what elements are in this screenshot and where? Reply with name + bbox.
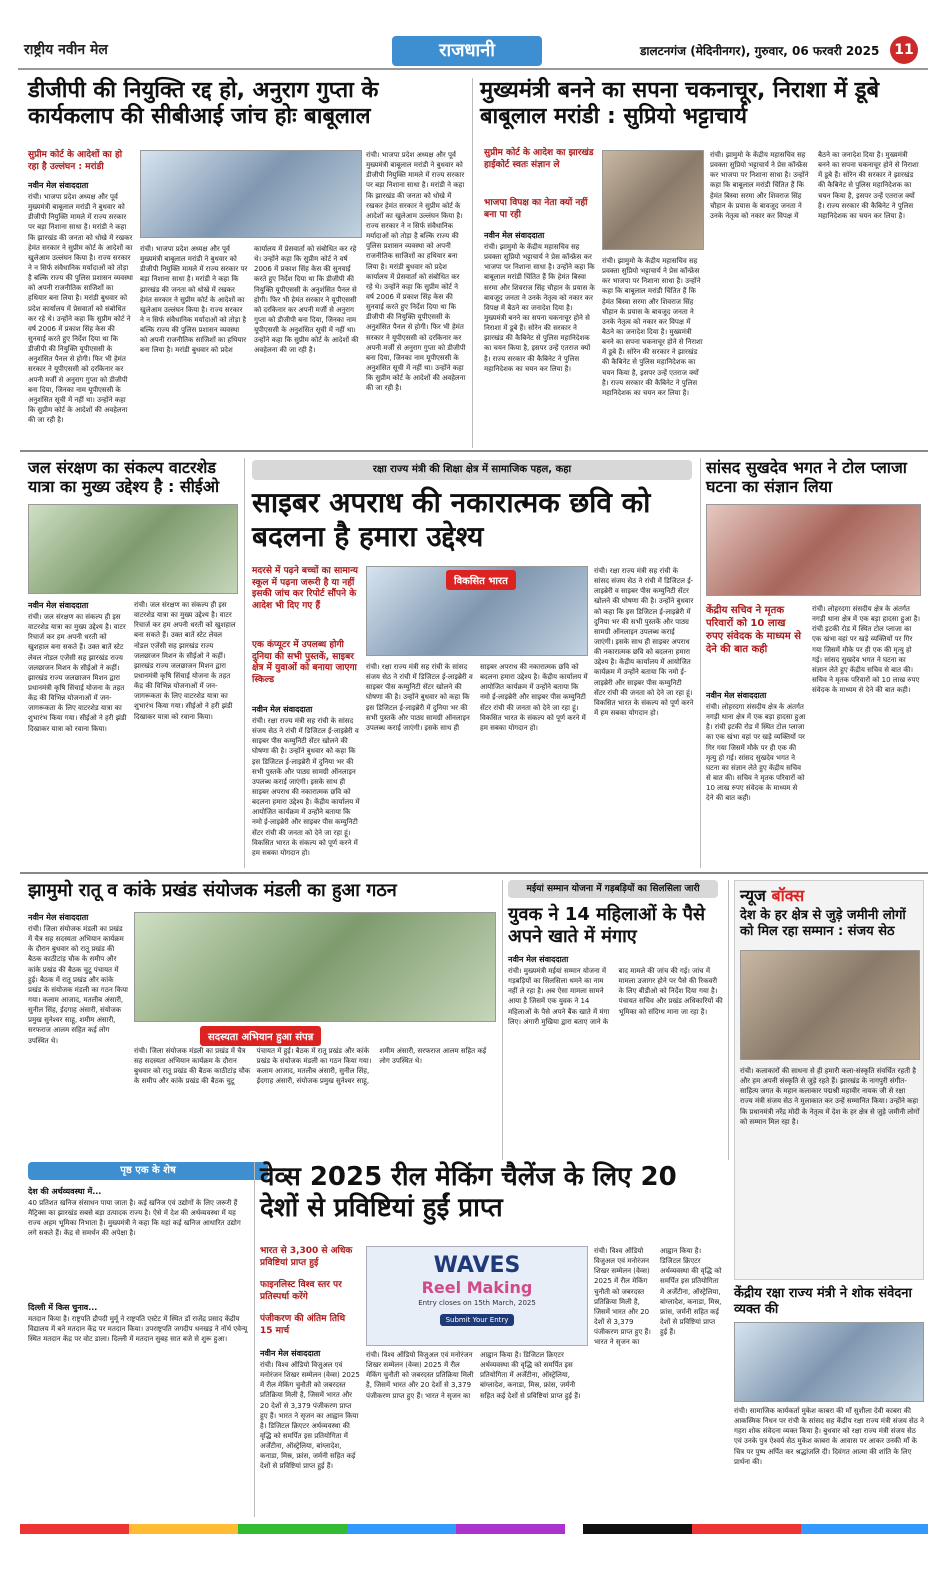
story10-bullet-2: फाइनलिस्ट विश्व स्तर पर प्रतिस्पर्धा करेंगे (260, 1280, 342, 1302)
story6-photo (134, 912, 496, 1022)
story10-byline: नवीन मेल संवाददाता (260, 1349, 321, 1358)
story4-sub1: मदरसे में पढ़ने बच्चों का सामान्य स्कूल में पढ़ना जरूरी है या नहीं इसकी जांच कर रिपोर्ट सौंपने के आदेश भी दिए गए हैं (252, 566, 358, 612)
story2-byline: नवीन मेल संवाददाता (484, 231, 545, 240)
waves-poster-sub: Reel Making (421, 1278, 533, 1297)
story4-kicker: रक्षा राज्य मंत्री की शिक्षा क्षेत्र में सामाजिक पहल, कहा (252, 460, 692, 480)
story3-body: रांची। जल संरक्षण का संकल्प ही इस वाटरशेड यात्रा का मुख्य उद्देश्य है। वाटर रिचार्ज कर हम अपनी धरती को खुशहाल बना सकते हैं। उक्त बातें स्टेट लेवल नोडल एजेंसी सह झारखंड राज्य जलछाजन मिशन के सीईओ ने कहीं। झारखंड राज्य जलछाजन मिशन द्वारा प्रधानमंत्री कृषि सिंचाई योजना के तहत केंद्र की विभिन्न योजनाओं में जन-जागरूकता के लिए वाटरशेड यात्रा का शुभारंभ किया गया। सीईओ ने हरी झंडी दिखाकर यात्रा को रवाना किया। (28, 613, 127, 733)
story4-byline: नवीन मेल संवाददाता (252, 705, 313, 714)
news-box-headline: देश के हर क्षेत्र से जुड़े जमीनी लोगों को मिल रहा सम्मान : संजय सेठ (740, 908, 906, 939)
story3-photo (28, 504, 238, 594)
story9-title1: देश की अर्थव्यवस्था में... (28, 1187, 102, 1196)
story10-bullet-1: भारत से 3,300 से अधिक प्रविष्टियां प्राप्त हुई (260, 1246, 353, 1268)
story2-headline: मुख्यमंत्री बनने का सपना चकनाचूर, निराशा में डूबे बाबूलाल मरांडी : सुप्रियो भट्टाचार्य (480, 78, 880, 130)
story4-headline: साइबर अपराध की नकारात्मक छवि को बदलना है हमारा उद्देश्य (252, 486, 651, 553)
story3-headline: जल संरक्षण का संकल्प वाटरशेड यात्रा का मुख्य उद्देश्य है : सीईओ (28, 458, 220, 497)
story6-headline: झामुमो रातू व कांके प्रखंड संयोजक मंडली का हुआ गठन (28, 880, 397, 901)
page-number: 11 (890, 36, 918, 64)
story7-headline: युवक ने 14 महिलाओं के पैसे अपने खाते में मंगाए (508, 904, 706, 947)
story5-body: रांची। लोहरदगा संसदीय क्षेत्र के अंतर्गत नगड़ी थाना क्षेत्र में एक बड़ा हादसा हुआ है। रांची इटकी रोड में स्थित टोल प्लाजा का एक खंभा वहां पर खड़े व्यक्तियों पर गिर गया जिसमें मौके पर ही एक की मृत्यु हो गई। सांसद सुखदेव भगत ने घटना का संज्ञान लेते हुए केंद्रीय सचिव से बात की। सचिव ने मृतक परिवारों को 10 लाख रुपए संवेदक के माध्यम से देने की बात कही। (706, 703, 806, 803)
news-box-label-a: न्यूज (740, 886, 772, 905)
story4-sub2: एक कंप्यूटर में उपलब्ध होगी दुनिया की सभी पुस्तकें, साइबर क्षेत्र में युवाओं को बनाया जाएगा स्किल्ड (252, 640, 357, 686)
story2-sub1: सुप्रीम कोर्ट के आदेश का झारखंड हाईकोर्ट स्वतः संज्ञान ले (484, 148, 594, 170)
story1-sub: सुप्रीम कोर्ट के आदेशों का हो रहा है उल्लंघन : मरांडी (28, 150, 123, 172)
column-divider (728, 880, 729, 1160)
story2-sub2: भाजपा विपक्ष का नेता क्यों नहीं बना पा रही (484, 198, 588, 220)
story10-body: रांची। विश्व ऑडियो विजुअल एवं मनोरंजन शिखर सम्मेलन (वेव्स) 2025 में रील मेकिंग चुनौती को जबरदस्त प्रतिक्रिया मिली है, जिसमें भारत और 20 देशों से 3,379 पंजीकरण प्राप्त हुए हैं। भारत ने सृजन का आह्वान किया है। डिजिटल क्रिएटर अर्थव्यवस्था की वृद्धि को समर्पित इस प्रतियोगिता में अर्जेंटीना, ऑस्ट्रेलिया, बांग्लादेश, कनाडा, मिस्र, फ्रांस, जर्मनी सहित कई देशों से प्रविष्टियां प्राप्त हुई हैं। (260, 1361, 360, 1471)
news-box-photo (740, 950, 920, 1060)
story6-byline: नवीन मेल संवाददाता (28, 913, 89, 922)
story1-body-col3: रांची। भाजपा प्रदेश अध्यक्ष और पूर्व मुख्यमंत्री बाबूलाल मरांडी ने बुधवार को डीजीपी नियुक्ति मामले में राज्य सरकार पर बड़ा निशाना साधा है। मरांडी ने कहा कि झारखंड की जनता को धोखे में रखकर हेमंत सरकार ने सुप्रीम कोर्ट के आदेशों का खुलेआम उल्लंघन किया है। राज्य सरकार ने न सिर्फ संवैधानिक मर्यादाओं को तोड़ा है बल्कि राज्य की पुलिस प्रशासन व्यवस्था को अपनी राजनीतिक साजिशों का हथियार बना लिया है। मरांडी बुधवार को प्रदेश कार्यालय में प्रेसवार्ता को संबोधित कर रहे थे। उन्होंने कहा कि सुप्रीम कोर्ट ने वर्ष 2006 में प्रकाश सिंह केस की सुनवाई करते हुए निर्देश दिया था कि डीजीपी की नियुक्ति यूपीएससी के अनुशंसित पैनल से होगी। फिर भी हेमंत सरकार ने यूपीएससी को दरकिनार कर अपनी मर्जी से अनुराग गुप्ता को डीजीपी बना दिया, जिनका नाम यूपीएससी के अनुशंसित सूची में नहीं था। उन्होंने कहा कि सुप्रीम कोर्ट के आदेशों की अवहेलना की जा रही है। (366, 151, 466, 393)
column-divider (244, 458, 245, 868)
story10-body-cont: रांची। विश्व ऑडियो विजुअल एवं मनोरंजन शिखर सम्मेलन (वेव्स) 2025 में रील मेकिंग चुनौती को जबरदस्त प्रतिक्रिया मिली है, जिसमें भारत और 20 देशों से 3,379 पंजीकरण प्राप्त हुए हैं। भारत ने सृजन का आह्वान किया है। डिजिटल क्रिएटर अर्थव्यवस्था की वृद्धि को समर्पित इस प्रतियोगिता में अर्जेंटीना, ऑस्ट्रेलिया, बांग्लादेश, कनाडा, मिस्र, फ्रांस, जर्मनी सहित कई देशों से प्रविष्टियां प्राप्त हुई हैं। (366, 1351, 581, 1400)
waves-poster-entry: Entry closes on 15th March, 2025 (418, 1299, 536, 1307)
column-divider (472, 78, 473, 448)
news-box-body: रांची। कलाकारों की साधना से ही हमारी कला-संस्कृति संवर्धित रहती है और हम अपनी संस्कृति से जुड़े रहते हैं। झारखंड के नागपुरी संगीत-साहित्य जगत के महान कलाकार पद्मश्री महावीर नायक जी से रक्षा राज्य मंत्री संजय सेठ ने मुलाकात कर उन्हें सम्मानित किया। उन्होंने कहा कि प्रधानमंत्री नरेंद्र मोदी के नेतृत्व में देश के हर क्षेत्र से जुड़े जमीनी लोगों को सम्मान मिल रहा है। (740, 1067, 920, 1126)
story4-photo-caption: विकसित भारत (446, 570, 516, 590)
story4-body-col3: रांची। रक्षा राज्य मंत्री सह रांची के सांसद संजय सेठ ने रांची में डिजिटल ई-लाइब्रेरी व साइबर पीस कम्युनिटी सेंटर खोलने की घोषणा की है। उन्होंने बुधवार को कहा कि इस डिजिटल ई-लाइब्रेरी में दुनिया भर की सभी पुस्तकें और पाठ्य सामग्री ऑनलाइन उपलब्ध कराई जाएंगी। इसके साथ ही साइबर अपराध की नकारात्मक छवि को बदलना हमारा उद्देश्य है। केंद्रीय कार्यालय में आयोजित कार्यक्रम में उन्होंने बताया कि नमो ई-लाइब्रेरी और साइबर पीस कम्युनिटी सेंटर रांची की जनता को देने जा रहा हूं। विकसित भारत के संकल्प को पूर्ण करने में हम सबका योगदान हो। (594, 567, 694, 717)
story2-body-col3: रांची। झामुमो के केंद्रीय महासचिव सह प्रवक्ता सुप्रियो भट्टाचार्य ने प्रेस कॉन्फ्रेंस कर भाजपा पर निशाना साधा है। उन्होंने कहा कि बाबूलाल मरांडी चिंतित हैं कि हेमंत बिस्वा सरमा और शिवराज सिंह चौहान के प्रयास के बावजूद जनता ने उनके नेतृत्व को नकार कर विपक्ष में बैठने का जनादेश दिया है। मुख्यमंत्री बनने का सपना चकनाचूर होने से निराशा में डूबे हैं। सोरेन की सरकार ने झारखंड की कैबिनेट से पुलिस महानिदेशक का चयन किया है, इसपर उन्हें एतराज क्यों है। राज्य सरकार की कैबिनेट ने पुलिस महानिदेशक का चयन कर लिया है। (710, 151, 919, 220)
story7-body: रांची। मुख्यमंत्री मईयां सम्मान योजना में गड़बड़ियों का सिलसिला थमने का नाम नहीं ले रहा है। अब ऐसा मामला सामने आया है जिसमें एक युवक ने 14 महिलाओं के पैसे अपने बैंक खाते में मंगा लिए। अंगारी मुखिया द्वारा बताए जाने के बाद मामले की जांच की गई। जांच में मामला उजागर होने पर पैसे की रिकवरी के लिए बीडीओ को निर्देश दिया गया है। पंचायत सचिव और प्रखंड अधिकारियों की भूमिका को संदिग्ध माना जा रहा है। (508, 967, 723, 1026)
waves-poster-title: WAVES (433, 1253, 521, 1278)
story10-bullet-3: पंजीकरण की अंतिम तिथि 15 मार्च (260, 1314, 346, 1336)
story1-photo (140, 150, 362, 238)
section-label: राजधानी (392, 36, 542, 66)
column-divider (254, 1162, 255, 1517)
story8-photo (734, 1322, 924, 1402)
section-rule (20, 450, 928, 452)
continued-label: पृष्ठ एक के शेष (28, 1162, 268, 1180)
story4-body: रांची। रक्षा राज्य मंत्री सह रांची के सांसद संजय सेठ ने रांची में डिजिटल ई-लाइब्रेरी व साइबर पीस कम्युनिटी सेंटर खोलने की घोषणा की है। उन्होंने बुधवार को कहा कि इस डिजिटल ई-लाइब्रेरी में दुनिया भर की सभी पुस्तकें और पाठ्य सामग्री ऑनलाइन उपलब्ध कराई जाएंगी। इसके साथ ही साइबर अपराध की नकारात्मक छवि को बदलना हमारा उद्देश्य है। केंद्रीय कार्यालय में आयोजित कार्यक्रम में उन्होंने बताया कि नमो ई-लाइब्रेरी और साइबर पीस कम्युनिटी सेंटर रांची की जनता को देने जा रहा हूं। विकसित भारत के संकल्प को पूर्ण करने में हम सबका योगदान हो। (252, 717, 360, 857)
story2-body-cont: रांची। झामुमो के केंद्रीय महासचिव सह प्रवक्ता सुप्रियो भट्टाचार्य ने प्रेस कॉन्फ्रेंस कर भाजपा पर निशाना साधा है। उन्होंने कहा कि बाबूलाल मरांडी चिंतित हैं कि हेमंत बिस्वा सरमा और शिवराज सिंह चौहान के प्रयास के बावजूद जनता ने उनके नेतृत्व को नकार कर विपक्ष में बैठने का जनादेश दिया है। मुख्यमंत्री बनने का सपना चकनाचूर होने से निराशा में डूबे हैं। सोरेन की सरकार ने झारखंड की कैबिनेट से पुलिस महानिदेशक का चयन किया है, इसपर उन्हें एतराज क्यों है। राज्य सरकार की कैबिनेट ने पुलिस महानिदेशक का चयन कर लिया है। (602, 257, 703, 397)
story7-kicker: मईयां सम्मान योजना में गड़बड़ियों का सिलसिला जारी (508, 880, 718, 898)
story4-body-cont: रांची। रक्षा राज्य मंत्री सह रांची के सांसद संजय सेठ ने रांची में डिजिटल ई-लाइब्रेरी व साइबर पीस कम्युनिटी सेंटर खोलने की घोषणा की है। उन्होंने बुधवार को कहा कि इस डिजिटल ई-लाइब्रेरी में दुनिया भर की सभी पुस्तकें और पाठ्य सामग्री ऑनलाइन उपलब्ध कराई जाएंगी। इसके साथ ही साइबर अपराध की नकारात्मक छवि को बदलना हमारा उद्देश्य है। केंद्रीय कार्यालय में आयोजित कार्यक्रम में उन्होंने बताया कि नमो ई-लाइब्रेरी और साइबर पीस कम्युनिटी सेंटर रांची की जनता को देने जा रहा हूं। विकसित भारत के संकल्प को पूर्ण करने में हम सबका योगदान हो। (366, 663, 588, 732)
section-rule (20, 872, 928, 874)
story10-headline: वेव्स 2025 रील मेकिंग चैलेंज के लिए 20 देशों से प्रविष्टियां हुईं प्राप्त (260, 1162, 677, 1224)
story8-headline: केंद्रीय रक्षा राज्य मंत्री ने शोक संवेदना व्यक्त की (734, 1286, 912, 1317)
story3-byline: नवीन मेल संवाददाता (28, 601, 89, 610)
column-divider (700, 458, 701, 868)
story6-body-cont: रांची। जिला संयोजक मंडली का प्रखंड में चैत्र सह सदस्यता अभियान कार्यक्रम के दौरान बुधवार को रातू प्रखंड की बैठक काठीटांड़ चौक के समीप और कांके प्रखंड की बैठक चुटू पंचायत में हुई। बैठक में रातू प्रखंड और कांके प्रखंड के संयोजक मंडली का गठन किया गया। कलाम आजाद, मतलीब अंसारी, सुनील सिंह, ईदगाह अंसारी, संयोजक प्रमुख सुनेश्वर साहू, शमीम अंसारी, सरफराज आलम सहित कई लोग उपस्थित थे। (134, 1047, 487, 1086)
story8-body: रांची। सामाजिक कार्यकर्ता मुकेश काबरा की माँ सुशीला देवी काबरा की आकस्मिक निधन पर रांची के सांसद सह केंद्रीय रक्षा राज्य मंत्री संजय सेठ ने गहरा शोक संवेदना व्यक्त किया है। बुधवार को रक्षा राज्य मंत्री संजय सेठ एवं उनके पुत्र ऐश्वर्य सेठ मुकेश काबरा के आवास पर आकर उनकी माँ के चित्र पर पुष्प अर्पित कर श्रद्धांजलि दी। दिवंगत आत्मा की शांति के लिए प्रार्थना की। (734, 1407, 924, 1466)
story10-body-col3: रांची। विश्व ऑडियो विजुअल एवं मनोरंजन शिखर सम्मेलन (वेव्स) 2025 में रील मेकिंग चुनौती को जबरदस्त प्रतिक्रिया मिली है, जिसमें भारत और 20 देशों से 3,379 पंजीकरण प्राप्त हुए हैं। भारत ने सृजन का आह्वान किया है। डिजिटल क्रिएटर अर्थव्यवस्था की वृद्धि को समर्पित इस प्रतियोगिता में अर्जेंटीना, ऑस्ट्रेलिया, बांग्लादेश, कनाडा, मिस्र, फ्रांस, जर्मनी सहित कई देशों से प्रविष्टियां प्राप्त हुई हैं। (594, 1247, 722, 1347)
story1-body: रांची। भाजपा प्रदेश अध्यक्ष और पूर्व मुख्यमंत्री बाबूलाल मरांडी ने बुधवार को डीजीपी नियुक्ति मामले में राज्य सरकार पर बड़ा निशाना साधा है। मरांडी ने कहा कि झारखंड की जनता को धोखे में रखकर हेमंत सरकार ने सुप्रीम कोर्ट के आदेशों का खुलेआम उल्लंघन किया है। राज्य सरकार ने न सिर्फ संवैधानिक मर्यादाओं को तोड़ा है बल्कि राज्य की पुलिस प्रशासन व्यवस्था को अपनी राजनीतिक साजिशों का हथियार बना लिया है। मरांडी बुधवार को प्रदेश कार्यालय में प्रेसवार्ता को संबोधित कर रहे थे। उन्होंने कहा कि सुप्रीम कोर्ट ने वर्ष 2006 में प्रकाश सिंह केस की सुनवाई करते हुए निर्देश दिया था कि डीजीपी की नियुक्ति यूपीएससी के अनुशंसित पैनल से होगी। फिर भी हेमंत सरकार ने यूपीएससी को दरकिनार कर अपनी मर्जी से अनुराग गुप्ता को डीजीपी बना दिया, जिनका नाम यूपीएससी के अनुशंसित सूची में नहीं था। उन्होंने कहा कि सुप्रीम कोर्ट के आदेशों की अवहेलना की जा रही है। (28, 193, 133, 425)
story1-body-cont: रांची। भाजपा प्रदेश अध्यक्ष और पूर्व मुख्यमंत्री बाबूलाल मरांडी ने बुधवार को डीजीपी नियुक्ति मामले में राज्य सरकार पर बड़ा निशाना साधा है। मरांडी ने कहा कि झारखंड की जनता को धोखे में रखकर हेमंत सरकार ने सुप्रीम कोर्ट के आदेशों का खुलेआम उल्लंघन किया है। राज्य सरकार ने न सिर्फ संवैधानिक मर्यादाओं को तोड़ा है बल्कि राज्य की पुलिस प्रशासन व्यवस्था को अपनी राजनीतिक साजिशों का हथियार बना लिया है। मरांडी बुधवार को प्रदेश कार्यालय में प्रेसवार्ता को संबोधित कर रहे थे। उन्होंने कहा कि सुप्रीम कोर्ट ने वर्ष 2006 में प्रकाश सिंह केस की सुनवाई करते हुए निर्देश दिया था कि डीजीपी की नियुक्ति यूपीएससी के अनुशंसित पैनल से होगी। फिर भी हेमंत सरकार ने यूपीएससी को दरकिनार कर अपनी मर्जी से अनुराग गुप्ता को डीजीपी बना दिया, जिनका नाम यूपीएससी के अनुशंसित सूची में नहीं था। उन्होंने कहा कि सुप्रीम कोर्ट के आदेशों की अवहेलना की जा रही है। (140, 245, 359, 355)
story9-body1: 40 प्रतिशत खनिज संसाधन पाया जाता है। कई खनिज एवं उद्योगों के लिए जरूरी हैं मैट्रिक्स का झारखंड सबसे बड़ा उत्पादक राज्य है। ऐसे में देश की अर्थव्यवस्था में यह राज्य अहम भूमिका निभाता है। मुख्यमंत्री ने कहा कि यहां कई खनिज आधारित उद्योग लगे सकते हैं। केंद्र से समर्थन की अपेक्षा है। (28, 1199, 241, 1238)
story9-body2: मतदान किया है। राष्ट्रपति द्रौपदी मुर्मू ने राष्ट्रपति एस्टेट में स्थित डॉ राजेंद्र प्रसाद केंद्रीय विद्यालय में बने मतदान केंद्र पर मतदान किया। उपराष्ट्रपति जगदीप धनखड़ ने नॉर्थ एवेन्यू स्थित मतदान केंद्र पर वोट डाला। दिल्ली में मतदान सुबह सात बजे से शुरू हुआ। (28, 1315, 248, 1344)
story2-photo (602, 150, 704, 250)
story7-byline: नवीन मेल संवाददाता (508, 955, 569, 964)
story2-body: रांची। झामुमो के केंद्रीय महासचिव सह प्रवक्ता सुप्रियो भट्टाचार्य ने प्रेस कॉन्फ्रेंस कर भाजपा पर निशाना साधा है। उन्होंने कहा कि बाबूलाल मरांडी चिंतित हैं कि हेमंत बिस्वा सरमा और शिवराज सिंह चौहान के प्रयास के बावजूद जनता ने उनके नेतृत्व को नकार कर विपक्ष में बैठने का जनादेश दिया है। मुख्यमंत्री बनने का सपना चकनाचूर होने से निराशा में डूबे हैं। सोरेन की सरकार ने झारखंड की कैबिनेट से पुलिस महानिदेशक का चयन किया है, इसपर उन्हें एतराज क्यों है। राज्य सरकार की कैबिनेट ने पुलिस महानिदेशक का चयन कर लिया है। (484, 243, 595, 373)
news-box-label-b: बॉक्स (771, 886, 805, 905)
waves-poster (366, 1246, 588, 1346)
waves-poster-cta: Submit Your Entry (440, 1314, 515, 1326)
masthead: राष्ट्रीय नवीन मेल (24, 42, 108, 58)
story5-body-cont: रांची। लोहरदगा संसदीय क्षेत्र के अंतर्गत नगड़ी थाना क्षेत्र में एक बड़ा हादसा हुआ है। रांची इटकी रोड में स्थित टोल प्लाजा का एक खंभा वहां पर खड़े व्यक्तियों पर गिर गया जिसमें मौके पर ही एक की मृत्यु हो गई। सांसद सुखदेव भगत ने घटना का संज्ञान लेते हुए केंद्रीय सचिव से बात की। सचिव ने मृतक परिवारों को 10 लाख रुपए संवेदक के माध्यम से देने की बात कही। (812, 605, 921, 695)
story1-headline: डीजीपी की नियुक्ति रद्द हो, अनुराग गुप्ता के कार्यकलाप की सीबीआई जांच होः बाबूलाल (28, 78, 379, 130)
story6-photo-caption: सदस्यता अभियान हुआ संपन्न (200, 1026, 321, 1046)
footer-color-bar (20, 1524, 928, 1534)
story5-headline: सांसद सुखदेव भगत ने टोल प्लाजा घटना का संज्ञान लिया (706, 458, 907, 497)
story1-byline: नवीन मेल संवाददाता (28, 181, 89, 190)
story5-sub: केंद्रीय सचिव ने मृतक परिवारों को 10 लाख रुपए संवेदक के माध्यम से देने की बात कही (706, 605, 801, 655)
story5-byline: नवीन मेल संवाददाता (706, 691, 767, 700)
dateline: डालटनगंज (मेदिनीनगर), गुरुवार, 06 फरवरी 2025 (640, 44, 880, 58)
column-divider (502, 880, 503, 1160)
story6-body: रांची। जिला संयोजक मंडली का प्रखंड में चैत्र सह सदस्यता अभियान कार्यक्रम के दौरान बुधवार को रातू प्रखंड की बैठक काठीटांड़ चौक के समीप और कांके प्रखंड की बैठक चुटू पंचायत में हुई। बैठक में रातू प्रखंड और कांके प्रखंड के संयोजक मंडली का गठन किया गया। कलाम आजाद, मतलीब अंसारी, सुनील सिंह, ईदगाह अंसारी, संयोजक प्रमुख सुनेश्वर साहू, शमीम अंसारी, सरफराज आलम सहित कई लोग उपस्थित थे। (28, 925, 128, 1045)
story3-body-cont: रांची। जल संरक्षण का संकल्प ही इस वाटरशेड यात्रा का मुख्य उद्देश्य है। वाटर रिचार्ज कर हम अपनी धरती को खुशहाल बना सकते हैं। उक्त बातें स्टेट लेवल नोडल एजेंसी सह झारखंड राज्य जलछाजन मिशन के सीईओ ने कहीं। झारखंड राज्य जलछाजन मिशन द्वारा प्रधानमंत्री कृषि सिंचाई योजना के तहत केंद्र की विभिन्न योजनाओं में जन-जागरूकता के लिए वाटरशेड यात्रा का शुभारंभ किया गया। सीईओ ने हरी झंडी दिखाकर यात्रा को रवाना किया। (134, 601, 236, 721)
story9-title2: दिल्ली में किस चुनाव... (28, 1303, 98, 1312)
news-box-label (740, 884, 804, 906)
story5-photo (706, 504, 921, 596)
